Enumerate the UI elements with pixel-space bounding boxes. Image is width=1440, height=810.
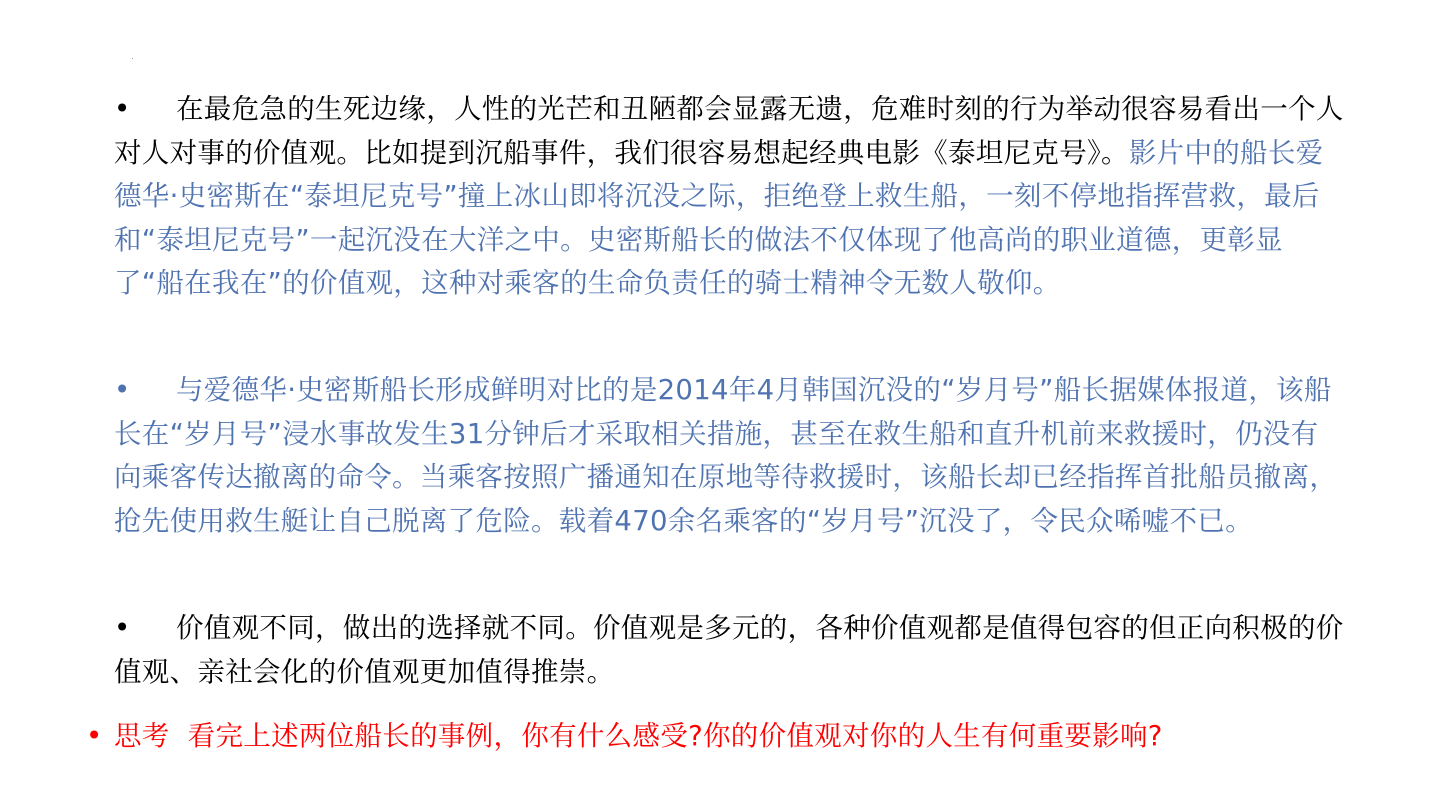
decorative-dot	[132, 58, 133, 59]
bullet-icon: •	[114, 93, 131, 125]
paragraph-values	[114, 607, 1344, 694]
paragraph-sewol	[114, 369, 1344, 543]
thinking-question	[86, 715, 1386, 759]
paragraph-values-text: 价值观不同，做出的选择就不同。价值观是多元的，各种价值观都是值得包容的但正向积极的价值观、亲社会化的价值观更加值得推崇。	[114, 612, 1344, 688]
bullet-icon: •	[86, 720, 103, 752]
paragraph-titanic-intro: 在最危急的生死边缘，人性的光芒和丑陋都会显露无遗，危难时刻的行为举动很容易看出一个人对人对事的价值观。比如提到沉船事件，我们很容易想起经典电影《泰坦尼克号》。	[114, 93, 1344, 169]
thinking-question-text: 思考 看完上述两位船长的事例，你有什么感受?你的价值观对你的人生有何重要影响?	[114, 720, 1163, 752]
bullet-icon: •	[114, 612, 131, 644]
bullet-icon: •	[114, 374, 131, 406]
paragraph-sewol-text: 与爱德华·史密斯船长形成鲜明对比的是2014年4月韩国沉没的“岁月号”船长据媒体报道，该船长在“岁月号”浸水事故发生31分钟后才采取相关措施，甚至在救生船和直升机前来救援时，仍没有向乘客传达撤离的命令。当乘客按照广播通知在原地等待救援时，该船长却已经指挥首批船员撤离，抢先使用救生艇让自己脱离了危险。载着470余名乘客的“岁月号”沉没了，令民众唏嘘不已。	[114, 374, 1338, 537]
paragraph-titanic	[114, 88, 1344, 306]
paragraph-titanic-captain: 影片中的船长爱德华·史密斯在“泰坦尼克号”撞上冰山即将沉没之际，拒绝登上救生船，一刻不停地指挥营救，最后和“泰坦尼克号”一起沉没在大洋之中。史密斯船长的做法不仅体现了他高尚的职业道德，更彰显了“船在我在”的价值观，这种对乘客的生命负责任的骑士精神令无数人敬仰。	[114, 136, 1324, 299]
